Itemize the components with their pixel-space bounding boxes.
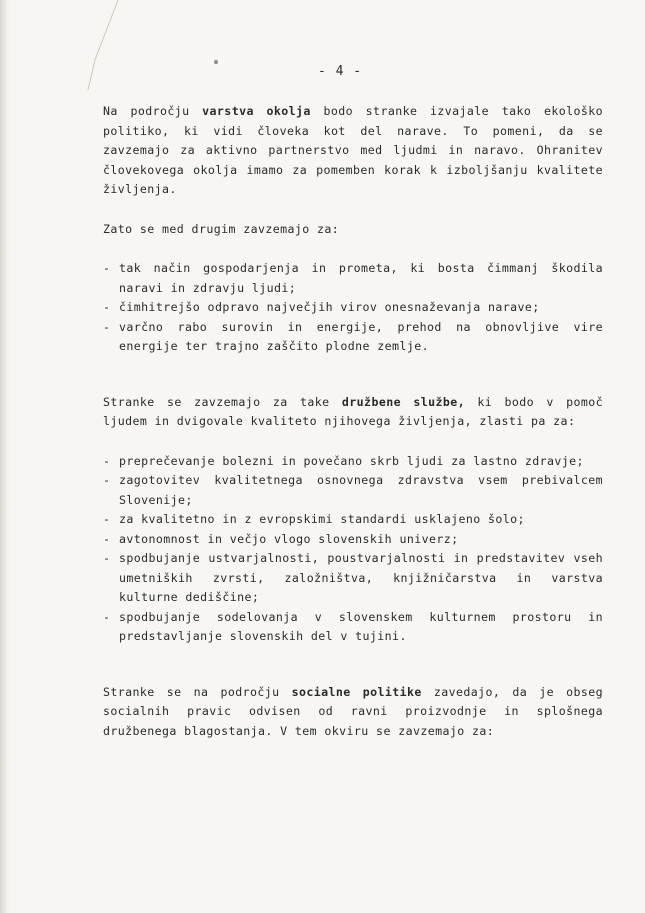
bold-term-social-policy: socialne politike [291, 684, 422, 699]
paragraph-environment: Na področju varstva okolja bodo stranke izvajale tako ekološko politiko, ki vidi človeka kot del narave. To pomeni, da se zavzemajo za aktivno partnerstvo med ljudmi in naravo. Ohranitev človekovega okolja imamo za pomemben korak k izboljšanju kvalitete življenja. [103, 104, 603, 196]
list-item: - spodbujanje ustvarjalnosti, poustvarjalnosti in predstavitev vseh umetniških zvrsti, založništva, knjižničarstva in varstva kulturne dediščine; [103, 549, 603, 608]
list-item: - avtonomnost in večjo vlogo slovenskih univerz; [103, 530, 603, 550]
list-item: - za kvalitetno in z evropskimi standardi usklajeno šolo; [103, 510, 603, 530]
list-item: - zagotovitev kvalitetnega osnovnega zdravstva vsem prebivalcem Slovenije; [103, 471, 603, 510]
list-item: - tak način gospodarjenja in prometa, ki bosta čimmanj škodila naravi in zdravju ljudi; [103, 259, 603, 298]
list-item: - preprečevanje bolezni in povečano skrb ljudi za lastno zdravje; [103, 452, 603, 472]
page-number: - 4 - [318, 64, 363, 79]
document-body [103, 102, 603, 741]
paragraph-social-policy: Stranke se na področju socialne politike zavedajo, da je obseg socialnih pravic odvisen od ravni proizvodnje in splošnega družbenega blagostanja. V tem okviru se zavzemajo za: [103, 684, 603, 738]
bold-term-environment: varstva okolja [202, 104, 311, 118]
paragraph-social-services: Stranke se zavzemajo za take družbene službe, ki bodo v pomoč ljudem in dvigovale kvaliteto njihovega življenja, zlasti pa za: [103, 394, 603, 428]
bold-term-social-services: družbene službe, [341, 394, 465, 409]
environment-list [103, 259, 603, 357]
list-item: - spodbujanje sodelovanja v slovenskem kulturnem prostoru in predstavljanje slovenskih del v tujini. [103, 608, 603, 647]
list-item: - čimhitrejšo odpravo največjih virov onesnaževanja narave; [103, 298, 603, 318]
list-item: - varčno rabo surovin in energije, prehod na obnovljive vire energije ter trajno zaščito plodne zemlje. [103, 318, 603, 357]
paragraph-intro-list: Zato se med drugim zavzemajo za: [103, 221, 340, 236]
social-services-list [103, 452, 603, 647]
